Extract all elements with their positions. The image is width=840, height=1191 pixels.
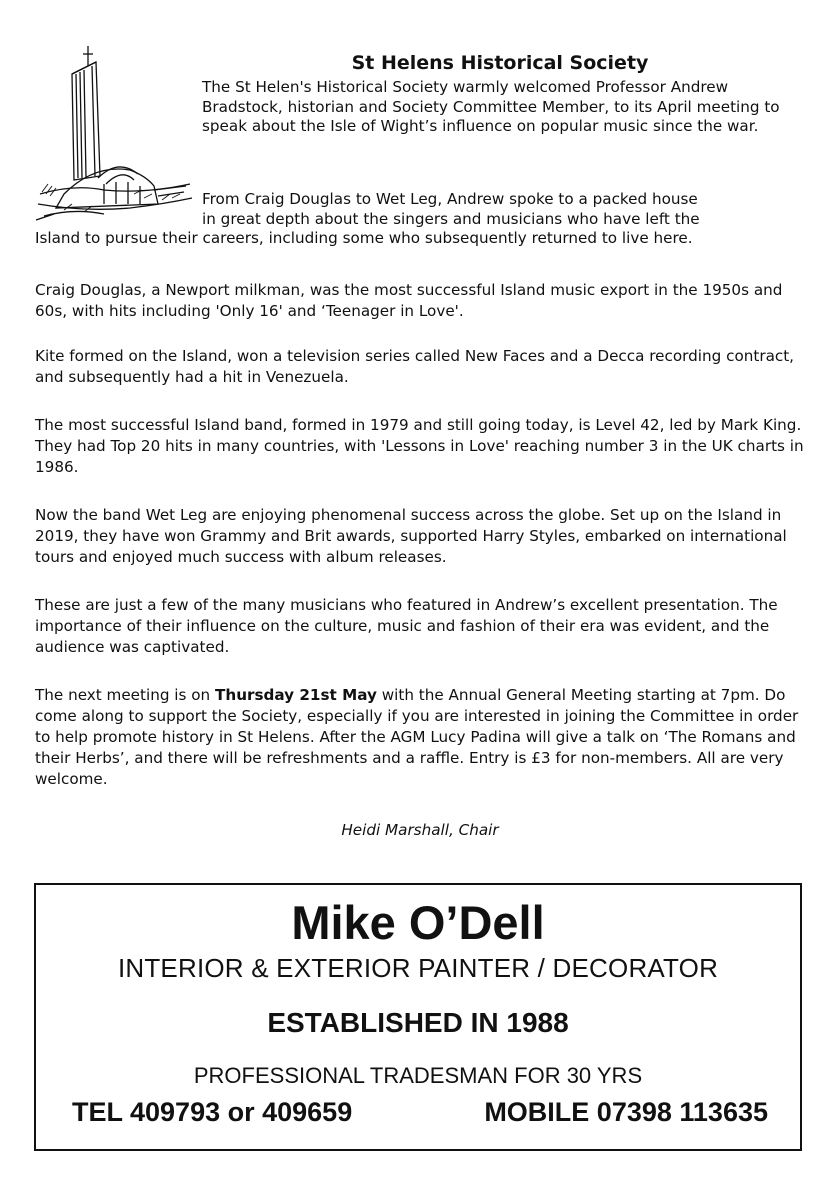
next-meeting-date: Thursday 21st May <box>215 686 377 704</box>
ad-established: ESTABLISHED IN 1988 <box>267 1007 569 1038</box>
paragraph-2-line-2: in great depth about the singers and musicians who have left the <box>202 209 700 228</box>
ad-professional: PROFESSIONAL TRADESMAN FOR 30 YRS <box>193 1063 643 1088</box>
paragraph-8 <box>35 685 805 790</box>
paragraph-5: The most successful Island band, formed in 1979 and still going today, is Level 42, led by Mark King. They had Top 20 hits in many countries, with 'Lessons in Love' reaching number 3 in the UK charts in 1986. <box>35 416 804 476</box>
article-title: St Helens Historical Society <box>351 52 649 74</box>
paragraph-7: These are just a few of the many musicians who featured in Andrew’s excellent presentation. The importance of their influence on the culture, music and fashion of their era was evident, and the audience was captivated. <box>35 596 778 656</box>
paragraph-4: Kite formed on the Island, won a television series called New Faces and a Decca recording contract, and subsequently had a hit in Venezuela. <box>35 347 795 386</box>
next-meeting-intro: The next meeting is on <box>35 686 216 704</box>
ad-mobile: MOBILE 07398 113635 <box>484 1097 768 1127</box>
paragraph-6: Now the band Wet Leg are enjoying phenomenal success across the globe. Set up on the Island in 2019, they have won Grammy and Brit awards, supported Harry Styles, embarked on international tours and enjoyed much success with album releases. <box>35 506 787 566</box>
paragraph-2-line-3: Island to pursue their careers, including some who subsequently returned to live here. <box>35 229 693 247</box>
paragraph-3: Craig Douglas, a Newport milkman, was the most successful Island music export in the 1950s and 60s, with hits including 'Only 16' and ‘Teenager in Love'. <box>35 281 783 320</box>
ad-trade-line: INTERIOR & EXTERIOR PAINTER / DECORATOR <box>117 953 719 983</box>
signature: Heidi Marshall, Chair <box>341 821 499 839</box>
ad-business-name: Mike O’Dell <box>291 896 545 949</box>
next-meeting-details: with the Annual General Meeting starting at 7pm. Do come along to support the Society, especially if you are interested in joining the Committee in order to help promote history in St Helens. After the AGM Lucy Padina will give a talk on ‘The Romans and their Herbs’, and there will be refreshments and a raffle. Entry is £3 for non-members. All are very welcome. <box>35 686 799 788</box>
intro-paragraph: The St Helen's Historical Society warmly welcomed Professor Andrew Bradstock, historian and Society Committee Member, to its April meeting to speak about the Isle of Wight’s influence on popular music since the war. <box>202 78 780 135</box>
ad-telephone: TEL 409793 or 409659 <box>72 1097 353 1127</box>
paragraph-2-line-1: From Craig Douglas to Wet Leg, Andrew spoke to a packed house <box>202 190 698 208</box>
advertisement-box <box>34 883 802 1151</box>
paragraph-2 <box>35 190 807 249</box>
